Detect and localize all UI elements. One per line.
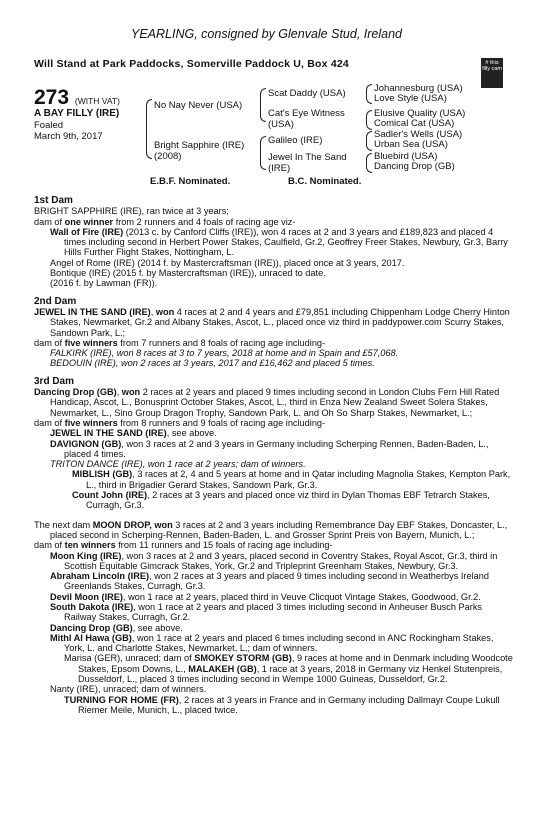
runner-entry: BEDOUIN (IRE), won 2 races at 3 years, 2017 and £16,462 and placed 5 times. — [50, 358, 375, 369]
pedigree-sdd: Comical Cat (USA) — [374, 118, 455, 129]
pedigree-bracket — [366, 131, 372, 151]
runner-entry: TRITON DANCE (IRE), won 1 race at 2 years; dam of winners. — [50, 459, 306, 470]
runner-entry: Count John (IRE), 2 races at 3 years and placed once viz third in Dylan Thomas EBF Tetrarch Stakes, Curragh, Gr.3. — [72, 490, 490, 511]
runner-entry: Angel of Rome (IRE) (2014 f. by Mastercraftsman (IRE)), placed once at 3 years, 2017. — [50, 257, 405, 268]
runner-entry: MIBLISH (GB), 3 races at 2, 4 and 5 years at home and in Qatar including Magnolia Stakes, Kempton Park, L., third in Brigadier Gerard Stakes, Sandown Park, Gr.3. — [72, 469, 511, 490]
page-title: YEARLING, consigned by Glenvale Stud, Ireland — [131, 27, 402, 41]
pedigree-dd: Jewel In The Sand — [268, 152, 347, 163]
runner-entry: JEWEL IN THE SAND (IRE), see above. — [50, 428, 217, 439]
runner-entry: DAVIGNON (GB), won 3 races at 2 and 3 years in Germany including Scherping Rennen, Baden-Baden, L., placed 4 times. — [50, 438, 489, 459]
first-dam-line: BRIGHT SAPPHIRE (IRE), ran twice at 3 years; — [34, 206, 229, 217]
pedigree-ssd: Love Style (USA) — [374, 93, 447, 104]
pedigree-sire: No Nay Never (USA) — [154, 100, 243, 111]
runner-entry: Dancing Drop (GB), see above. — [50, 622, 183, 633]
next-dam-line: The next dam MOON DROP, won 3 races at 2 and 3 years including Remembrance Day EBF Stakes, Doncaster, L., placed second in Scherping-Rennen, Baden-Baden, L. and Grosser Sprint Preis von Bayern, Munich, L.; — [34, 519, 508, 540]
runner-entry: Abraham Lincoln (IRE), won 2 races at 3 years and placed 9 times including second in Weatherbys Ireland Greenlands Stakes, Curragh, Gr.3. — [50, 571, 489, 592]
pedigree-bracket — [366, 153, 372, 173]
pedigree-ddd: Dancing Drop (GB) — [374, 161, 455, 172]
pedigree-bracket — [260, 136, 266, 170]
pedigree-sss: Johannesburg (USA) — [374, 83, 463, 94]
foaled-date: March 9th, 2017 — [34, 131, 103, 142]
pedigree-bracket — [366, 84, 372, 104]
runner-entry: (2016 f. by Lawman (FR)). — [50, 278, 158, 289]
runner-entry: South Dakota (IRE), won 1 race at 2 years and placed 3 times including second in Anheuser Busch Parks Railway Stakes, Curragh, Gr.2. — [50, 601, 483, 623]
pedigree-ss: Scat Daddy (USA) — [268, 88, 346, 99]
second-dam-line: JEWEL IN THE SAND (IRE), won 4 races at 2 and 4 years and £79,851 including Chippenham Lodge Cherry Hinton Stakes, Newmarket, Gr.2 and Albany Stakes, Ascot, L., placed once viz third in paddypower.com Scurry Stakes, Sandown Park, L.; — [34, 306, 510, 338]
horse-name: A BAY FILLY (IRE) — [34, 108, 120, 119]
first-dam-produce-line: dam of one winner from 2 runners and 4 foals of racing age viz- — [34, 216, 296, 227]
pedigree-sd: Cat's Eye Witness — [268, 108, 345, 119]
ebf-nomination: E.B.F. Nominated. — [150, 176, 231, 187]
lot-number: 273 (WITH VAT) — [34, 86, 120, 109]
runner-entry: Moon King (IRE), won 3 races at 2 and 3 years, placed second in Coventry Stakes, Royal Ascot, Gr.3, third in Scottish Equitable Gimcrack Stakes, York, Gr.2 and Tripleprint Greenham Stakes, Newbury, Gr.3. — [50, 550, 498, 571]
pedigree-dsd: Urban Sea (USA) — [374, 139, 448, 150]
pedigree-bracket — [260, 88, 266, 122]
third-dam-heading: 3rd Dam — [34, 375, 75, 387]
venue-line: Will Stand at Park Paddocks, Somerville Paddock U, Box 424 — [34, 58, 349, 70]
third-dam-line: Dancing Drop (GB), won 2 races at 2 years and placed 9 times including second in London Clubs Fern Hill Rated Handicap, Ascot, L., Bonusprint October Stakes, Ascot, L., third in Enza New Zealand Sweet Solera Stakes, Newmarket, L., Sino Group Dragon Trophy, Sandown Park, L. and Oh So Sharp Stakes, Newmarket, L.; — [34, 387, 500, 418]
pedigree-dd-2: (IRE) — [268, 163, 291, 174]
pedigree-bracket — [146, 99, 152, 159]
catalogue-body — [34, 196, 514, 715]
third-dam-produce-line: dam of five winners from 8 runners and 9 foals of racing age including- — [34, 417, 326, 428]
runner-entry: Mithl Al Hawa (GB), won 1 race at 2 years and placed 6 times including second in ANC Rockingham Stakes, York, L. and Charlotte Stakes, Newmarket, L.; dam of winners. — [50, 632, 494, 654]
runner-entry: Bontique (IRE) (2015 f. by Mastercraftsman (IRE)), unraced to date. — [50, 268, 326, 279]
pedigree-dss: Sadler's Wells (USA) — [374, 129, 463, 140]
first-dam-heading: 1st Dam — [34, 195, 73, 206]
vat-label: (WITH VAT) — [74, 96, 120, 106]
pedigree-bracket — [366, 110, 372, 130]
pedigree-ds: Galileo (IRE) — [268, 135, 323, 146]
foaled-label: Foaled — [34, 120, 64, 131]
runner-entry: Nanty (IRE), unraced; dam of winners. — [50, 684, 207, 695]
runner-entry: Marisa (GER), unraced; dam of SMOKEY STORM (GB), 9 races at home and in Denmark including Woodcote Stakes, Epsom Downs, L., MALAKEH (GB), 1 race at 3 years, 2018 in Germany viz Henkel Stutenpreis, Dusseldorf, L., placed 3 times including second in Wempe 1000 Guineas, Dusseldorf, Gr.2. — [64, 653, 513, 685]
pedigree-dam: Bright Sapphire (IRE) — [154, 140, 245, 151]
pedigree-dds: Bluebird (USA) — [374, 151, 438, 162]
second-dam-produce-line: dam of five winners from 7 runners and 8 foals of racing age including- — [34, 337, 326, 348]
pedigree-dam-year: (2008) — [154, 151, 182, 162]
runner-entry: TURNING FOR HOME (FR), 2 races at 3 years in France and in Germany including Dallmayr Coupe Lukull Riemer Meile, Munich, L., placed twice. — [64, 694, 500, 715]
pedigree-sd-2: (USA) — [268, 119, 294, 130]
qr-code[interactable]: # this filly cam — [481, 58, 503, 88]
runner-entry: FALKIRK (IRE), won 8 races at 3 to 7 years, 2018 at home and in Spain and £57,068. — [50, 348, 399, 359]
bc-nomination: B.C. Nominated. — [288, 176, 362, 187]
next-dam-produce-line: dam of ten winners from 11 runners and 15 foals of racing age including- — [34, 540, 333, 551]
runner-entry: Devil Moon (IRE), won 1 race at 2 years, placed third in Veuve Clicquot Vintage Stakes, Goodwood, Gr.2. — [50, 591, 481, 602]
second-dam-heading: 2nd Dam — [34, 295, 77, 307]
pedigree-sds: Elusive Quality (USA) — [374, 108, 466, 119]
runner-entry: Wall of Fire (IRE) (2013 c. by Canford Cliffs (IRE)), won 4 races at 2 and 3 years and £189,823 and placed 4 times including second in Herbert Power Stakes, Caulfield, Gr.2, Geoffrey Freer Stakes, Newbury, Gr.3, Barry Hills Further Flight Stakes, Nottingham, L. — [50, 226, 508, 258]
